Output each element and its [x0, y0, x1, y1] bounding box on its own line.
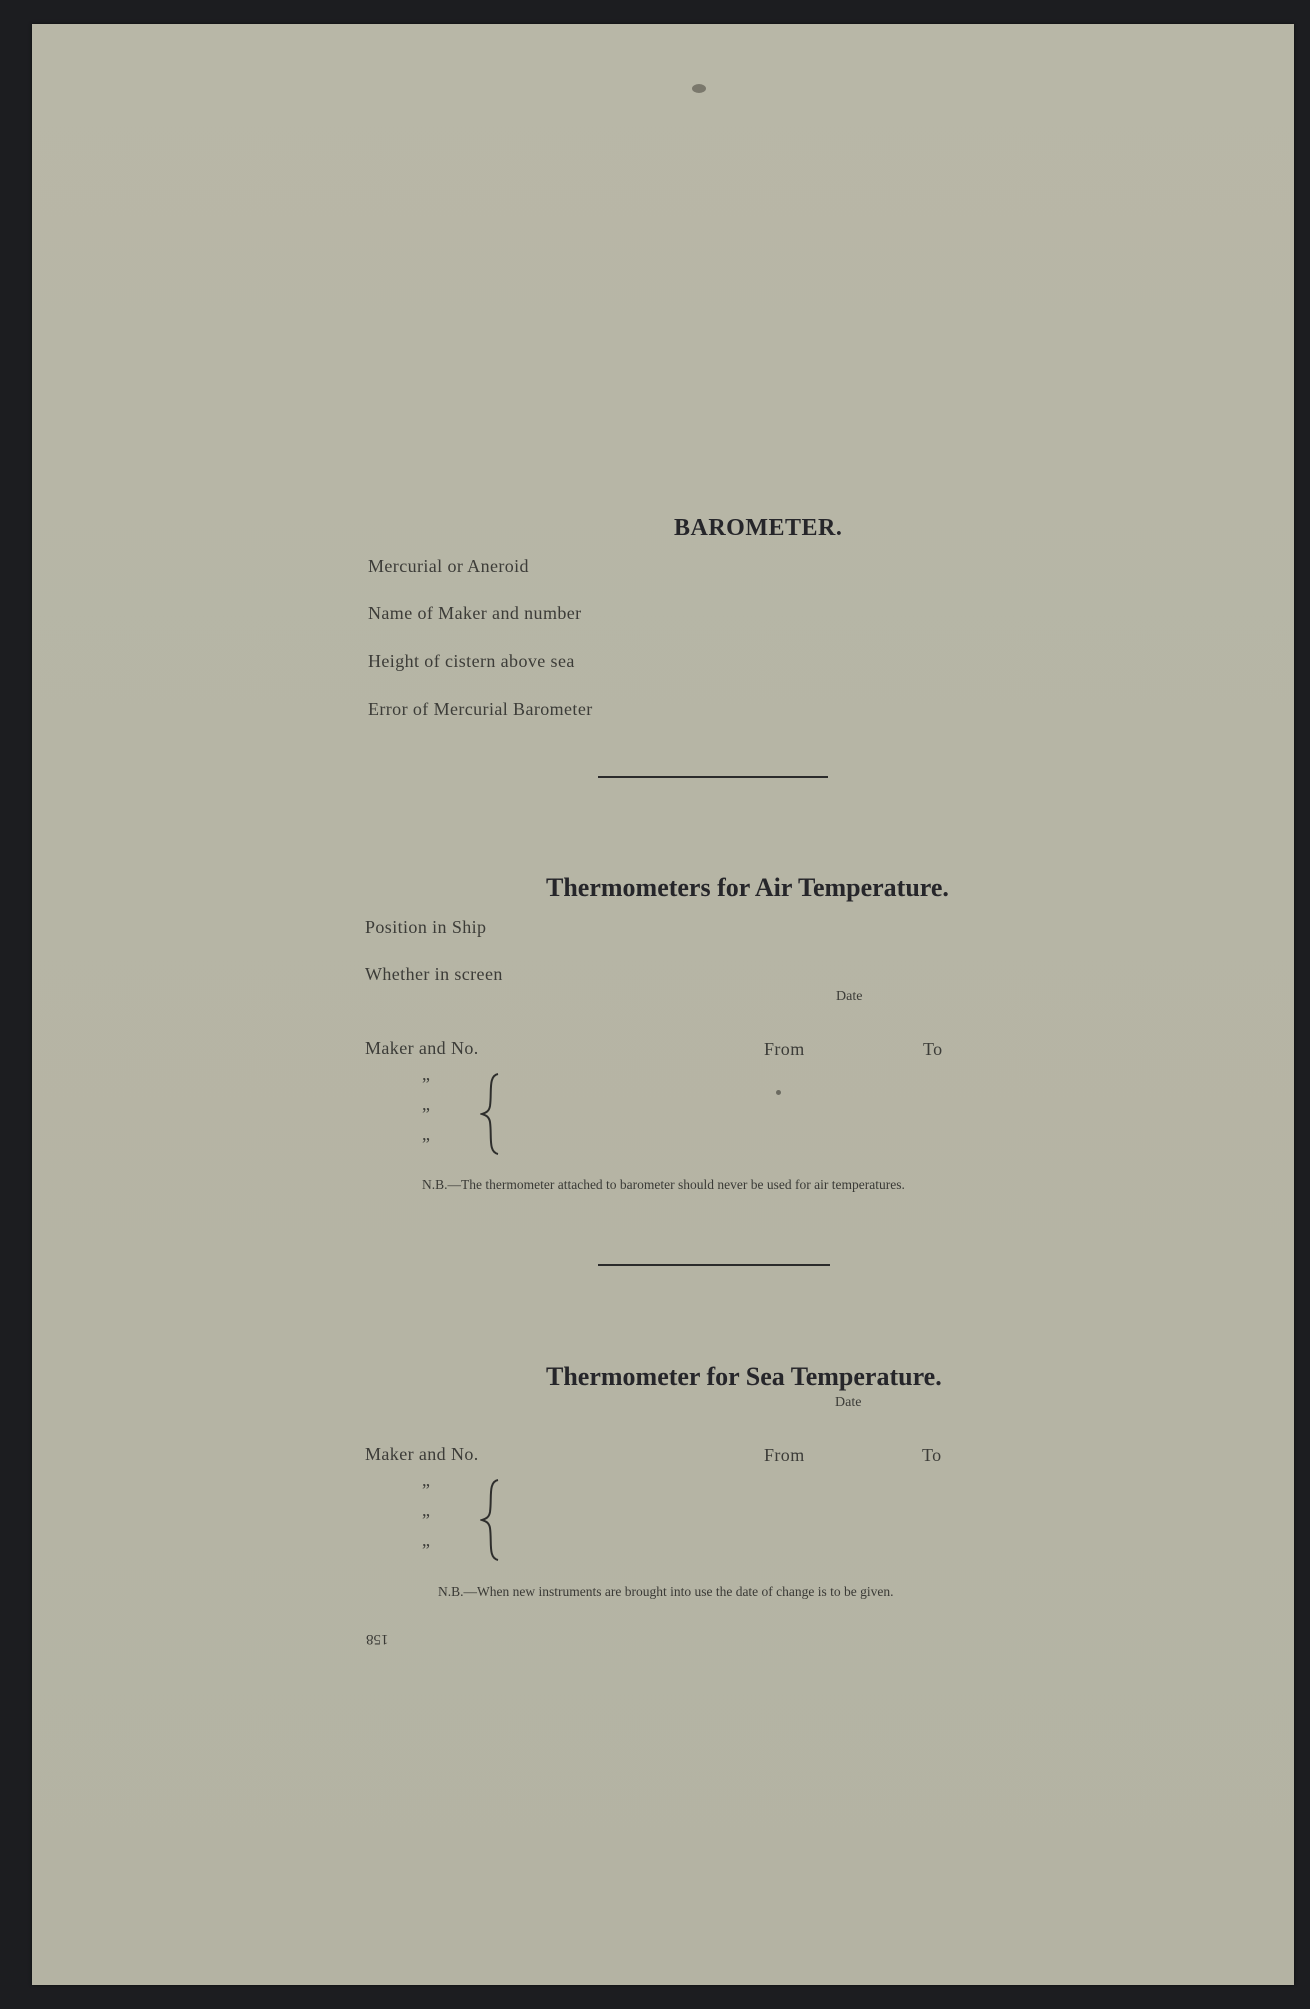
sea-ditto-mark: ” [422, 1540, 430, 1560]
barometer-field-error: Error of Mercurial Barometer [368, 699, 593, 719]
barometer-heading: BAROMETER. [674, 515, 843, 541]
sea-maker-label: Maker and No. [365, 1444, 479, 1464]
barometer-field-type: Mercurial or Aneroid [368, 556, 529, 576]
air-brace-icon [480, 1072, 502, 1156]
sea-date-label: Date [835, 1395, 862, 1410]
air-to-label: To [923, 1039, 943, 1059]
barometer-field-cistern-height: Height of cistern above sea [368, 651, 575, 671]
sea-ditto-mark: ” [422, 1510, 430, 1530]
air-from-label: From [764, 1039, 805, 1059]
air-screen-label: Whether in screen [365, 964, 503, 984]
sea-ditto-mark: ” [422, 1480, 430, 1500]
air-ditto-mark: ” [422, 1104, 430, 1124]
air-ditto-mark: ” [422, 1134, 430, 1154]
air-maker-label: Maker and No. [365, 1038, 479, 1058]
sea-to-label: To [922, 1445, 942, 1465]
section-divider [598, 1264, 830, 1266]
paper-speck [776, 1090, 781, 1095]
sea-note: N.B.—When new instruments are brought into use the date of change is to be given. [438, 1584, 894, 1599]
air-note: N.B.—The thermometer attached to barometer should never be used for air temperatures. [422, 1177, 905, 1192]
barometer-field-maker: Name of Maker and number [368, 603, 582, 623]
air-date-label: Date [836, 989, 863, 1004]
section-divider [598, 776, 828, 778]
air-thermometers-heading: Thermometers for Air Temperature. [546, 873, 949, 902]
sea-from-label: From [764, 1445, 805, 1465]
sea-brace-icon [480, 1478, 502, 1562]
form-page [32, 24, 1294, 1985]
paper-speck [692, 84, 706, 93]
air-ditto-mark: ” [422, 1074, 430, 1094]
air-position-label: Position in Ship [365, 917, 487, 937]
sea-thermometer-heading: Thermometer for Sea Temperature. [546, 1362, 942, 1391]
page-number: 158 [366, 1631, 389, 1647]
